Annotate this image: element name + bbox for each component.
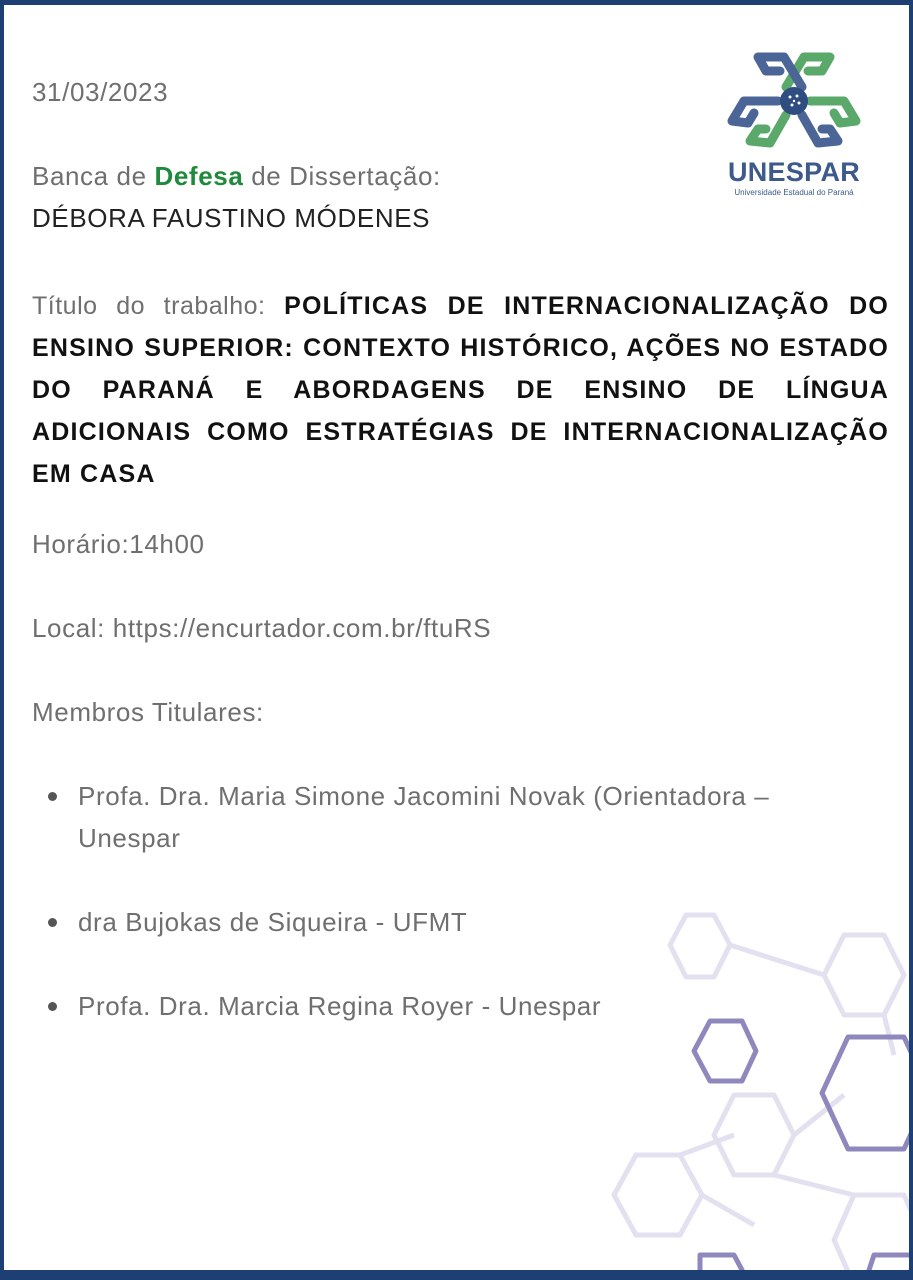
member-item: Profa. Dra. Marcia Regina Royer - Unespar — [78, 991, 602, 1021]
members-heading: Membros Titulares: — [32, 697, 264, 727]
student-name: DÉBORA FAUSTINO MÓDENES — [32, 203, 431, 233]
hexagon-decoration-icon — [584, 895, 913, 1280]
date: 31/03/2023 — [32, 77, 169, 107]
work-title — [32, 285, 889, 495]
banca-heading — [32, 161, 441, 192]
member-item: Profa. Dra. Maria Simone Jacomini Novak (Orientadora – Unespar — [78, 781, 770, 853]
work-title-label: Título do trabalho: — [32, 292, 285, 320]
bullet-icon — [48, 1002, 57, 1011]
banca-suffix: de Dissertação: — [243, 161, 441, 191]
banca-highlight: Defesa — [154, 161, 244, 191]
banca-prefix: Banca de — [32, 161, 155, 191]
logo-subtitle: Universidade Estadual do Paraná — [734, 188, 854, 197]
schedule-time: Horário:14h00 — [32, 529, 205, 559]
location-link[interactable]: Local: https://encurtador.com.br/ftuRS — [32, 613, 492, 643]
member-item: dra Bujokas de Siqueira - UFMT — [78, 907, 468, 937]
bullet-icon — [48, 918, 57, 927]
bullet-icon — [48, 792, 57, 801]
logo-wordmark: UNESPAR — [727, 157, 861, 187]
work-title-value: POLÍTICAS DE INTERNACIONALIZAÇÃO DO ENSINO SUPERIOR: CONTEXTO HISTÓRICO, AÇÕES NO ESTADO DO PARANÁ E ABORDAGENS DE ENSINO DE LÍNGUA ADICIONAIS COMO ESTRATÉGIAS DE INTERNACIONALIZAÇÃO EM CASA — [32, 292, 889, 488]
